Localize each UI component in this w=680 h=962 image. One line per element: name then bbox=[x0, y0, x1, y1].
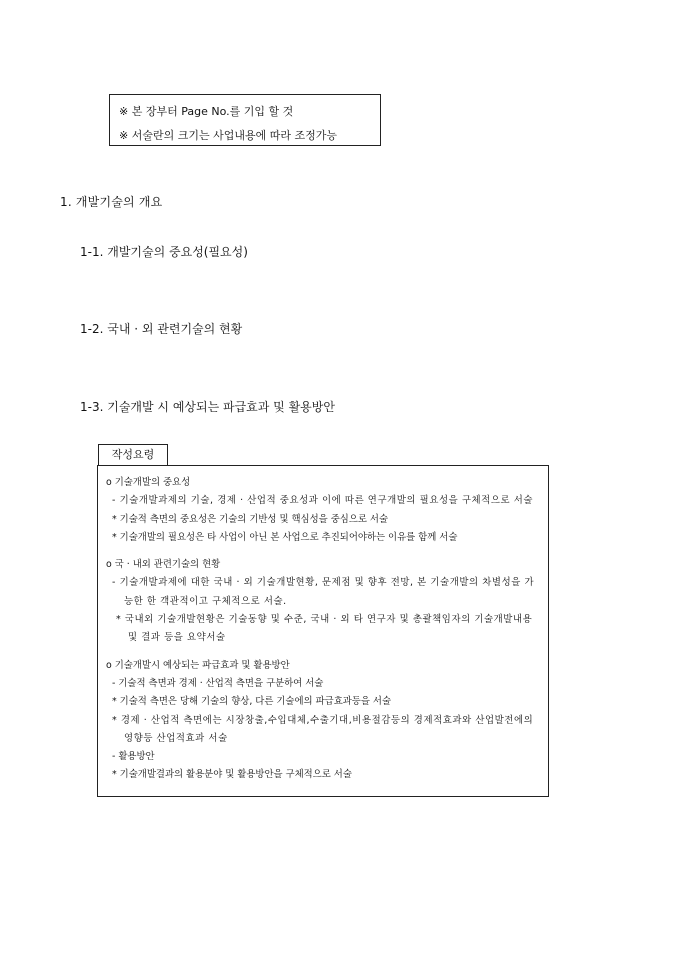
guide-item: o 기술개발의 중요성 bbox=[106, 477, 191, 488]
guide-item: * 기술개발의 필요성은 타 사업이 아닌 본 사업으로 추진되어야하는 이유를 함께 서술 bbox=[112, 531, 458, 543]
guide-item: - 활용방안 bbox=[112, 751, 155, 763]
guide-item: * 기술적 측면의 중요성은 기술의 기반성 및 핵심성을 중심으로 서술 bbox=[112, 513, 389, 525]
guide-section-status bbox=[106, 556, 540, 647]
guide-item: - 기술적 측면과 경제 · 산업적 측면을 구분하여 서술 bbox=[112, 677, 324, 689]
writing-guide-box bbox=[97, 465, 549, 797]
writing-guide-tab: 작성요령 bbox=[98, 444, 168, 466]
guide-item: - 기술개발과제에 대한 국내 · 외 기술개발현황, 문제점 및 향후 전망, 본 기술개발의 차별성을 가능한 한 객관적이고 구체적으로 서술. bbox=[112, 577, 535, 607]
guide-item: * 기술적 측면은 당해 기술의 향상, 다른 기술에의 파급효과등을 서술 bbox=[112, 696, 392, 708]
subsection-importance: 1-1. 개발기술의 중요성(필요성) bbox=[80, 245, 248, 259]
subsection-status: 1-2. 국내 · 외 관련기술의 현황 bbox=[80, 322, 243, 336]
guide-item: - 기술개발과제의 기술, 경제 · 산업적 중요성과 이에 따른 연구개발의 필요성을 구체적으로 서술 bbox=[112, 495, 534, 507]
guide-item: * 경제 · 산업적 측면에는 시장창출,수입대체,수출기대,비용절감등의 경제적효과와 산업발전에의 영향등 산업적효과 서술 bbox=[112, 714, 534, 744]
guide-item: o 국 · 내외 관련기술의 현황 bbox=[106, 559, 221, 571]
guide-section-effects bbox=[106, 657, 540, 785]
notice-size-adjust: ※ 서술란의 크기는 사업내용에 따라 조정가능 bbox=[119, 129, 337, 142]
guide-section-importance bbox=[106, 474, 540, 547]
instruction-notice-box bbox=[109, 94, 381, 146]
guide-item: o 기술개발시 예상되는 파급효과 및 활용방안 bbox=[106, 659, 290, 671]
guide-item: * 기술개발결과의 활용분야 및 활용방안을 구체적으로 서술 bbox=[112, 769, 352, 781]
notice-page-number: ※ 본 장부터 Page No.를 기입 할 것 bbox=[119, 105, 294, 118]
subsection-effects: 1-3. 기술개발 시 예상되는 파급효과 및 활용방안 bbox=[80, 400, 335, 414]
section-title-overview: 1. 개발기술의 개요 bbox=[60, 195, 163, 209]
guide-item: * 국내외 기술개발현황은 기술동향 및 수준, 국내 · 외 타 연구자 및 총괄책임자의 기술개발내용 및 결과 등을 요약서술 bbox=[116, 614, 533, 644]
